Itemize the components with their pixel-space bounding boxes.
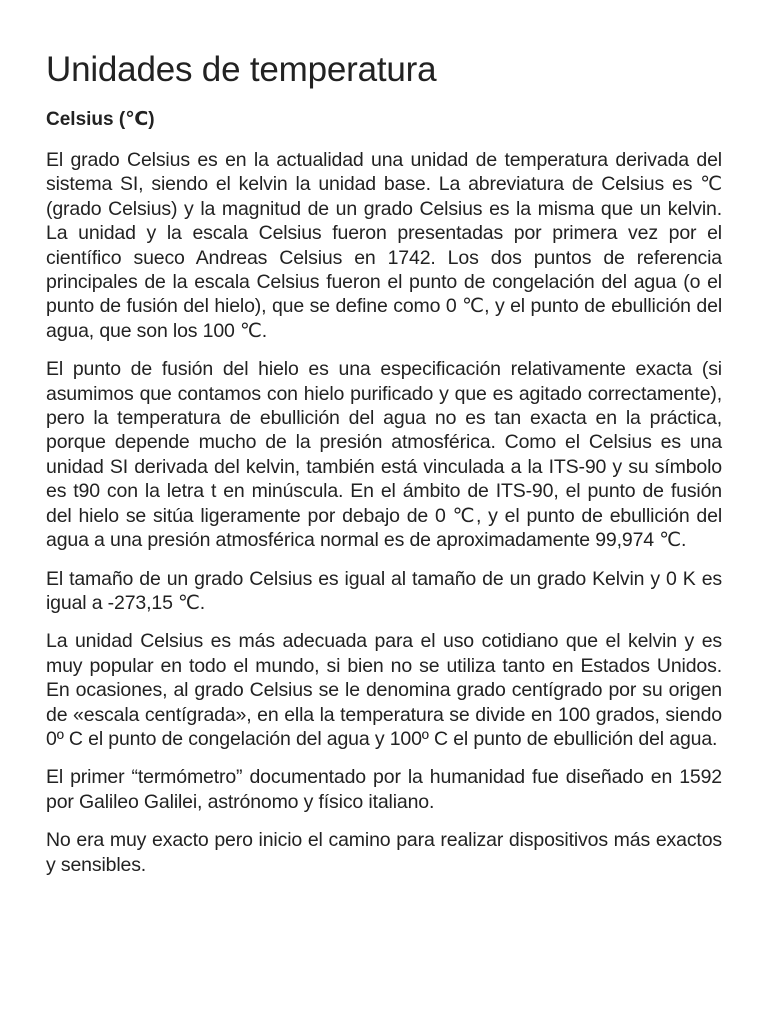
paragraph-1: El grado Celsius es en la actualidad una unidad de temperatura derivada del sistema SI, siendo el kelvin la unidad base. La abreviatura de Celsius es ℃ (grado Celsius) y la magnitud de un grado Celsius es la misma que un kelvin. La unidad y la escala Celsius fueron presentadas por primera vez por el científico sueco Andreas Celsius en 1742. Los dos puntos de referencia principales de la escala Celsius fueron el punto de congelación del agua (o el punto de fusión del hielo), que se define como 0 ℃, y el punto de ebullición del agua, que son los 100 ℃. <box>46 149 722 342</box>
paragraph-3: El tamaño de un grado Celsius es igual al tamaño de un grado Kelvin y 0 K es igual a -273,15 ℃. <box>46 567 722 614</box>
paragraph-4: La unidad Celsius es más adecuada para el uso cotidiano que el kelvin y es muy popular en todo el mundo, si bien no se utiliza tanto en Estados Unidos. En ocasiones, al grado Celsius se le denomina grado centígrado por su origen de «escala centígrada», en ella la temperatura se divide en 100 grados, siendo 0º C el punto de congelación del agua y 100º C el punto de ebullición del agua. <box>46 630 722 750</box>
paragraph-5: El primer “termómetro” documentado por la humanidad fue diseñado en 1592 por Galileo Galilei, astrónomo y físico italiano. <box>46 766 722 813</box>
section-heading: Celsius (℃) <box>46 109 155 130</box>
paragraph-6: No era muy exacto pero inicio el camino para realizar dispositivos más exactos y sensibles. <box>46 829 722 876</box>
paragraph-2: El punto de fusión del hielo es una especificación relativamente exacta (si asumimos que contamos con hielo purificado y que es agitado correctamente), pero la temperatura de ebullición del agua no es tan exacta en la práctica, porque depende mucho de la presión atmosférica. Como el Celsius es una unidad SI derivada del kelvin, también está vinculada a la ITS-90 y su símbolo es t90 con la letra t en minúscula. En el ámbito de ITS-90, el punto de fusión del hielo se sitúa ligeramente por debajo de 0 ℃, y el punto de ebullición del agua a una presión atmosférica normal es de aproximadamente 99,974 ℃. <box>46 358 722 552</box>
page-title: Unidades de temperatura <box>46 50 437 89</box>
